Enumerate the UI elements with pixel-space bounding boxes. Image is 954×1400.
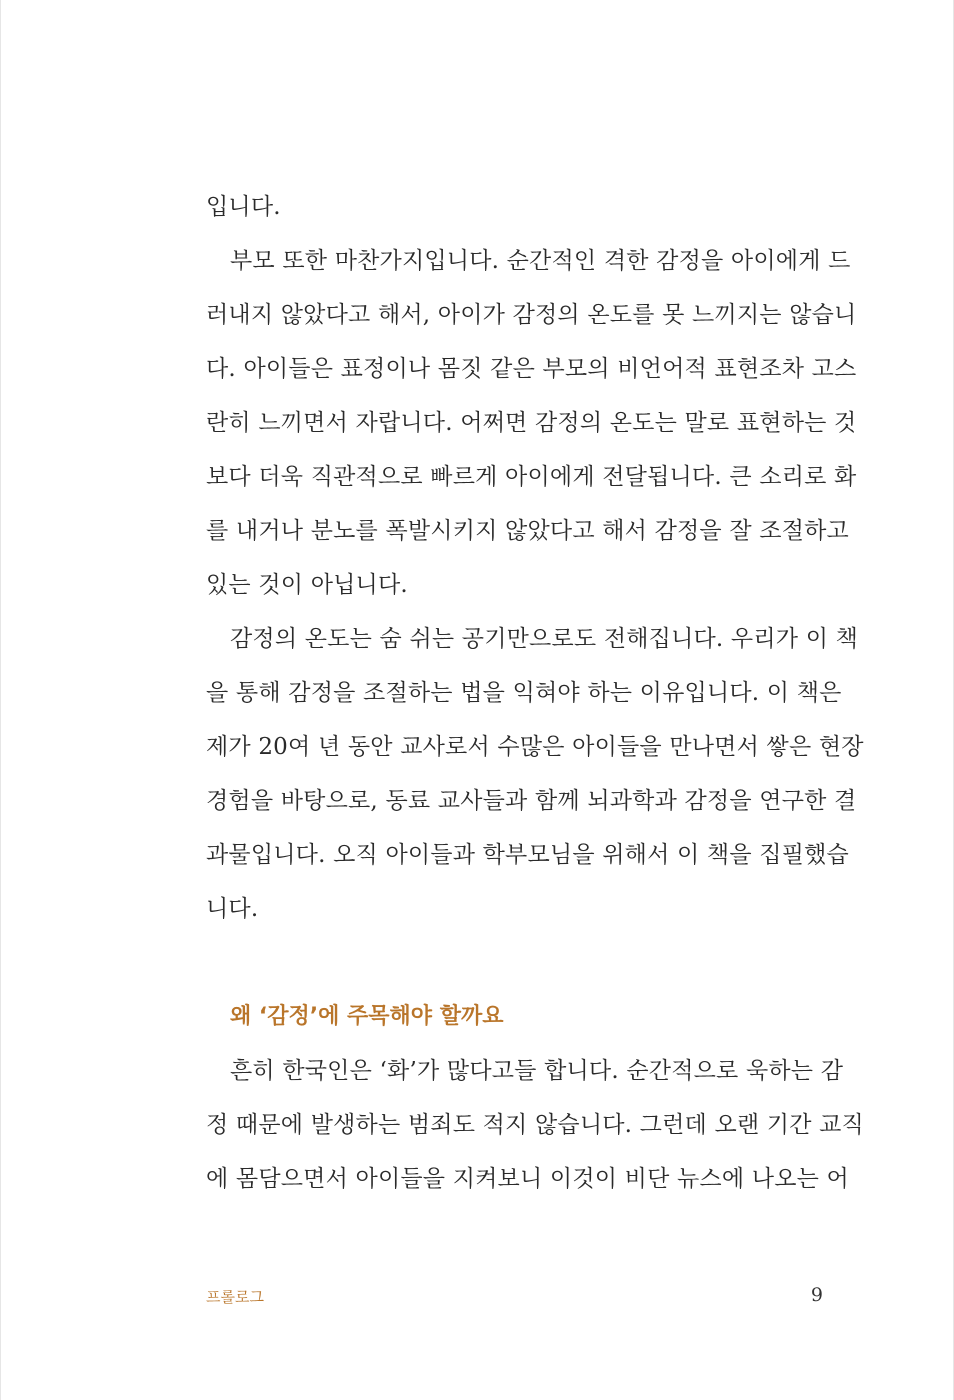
- body-line: 을 통해 감정을 조절하는 법을 익혀야 하는 이유입니다. 이 책은: [206, 680, 842, 706]
- body-line: 감정의 온도는 숨 쉬는 공기만으로도 전해집니다. 우리가 이 책: [230, 626, 859, 652]
- body-line: 니다.: [206, 896, 259, 922]
- page-number: 9: [810, 1284, 823, 1306]
- page-content: [206, 180, 864, 1206]
- body-line: 러내지 않았다고 해서, 아이가 감정의 온도를 못 느끼지는 않습니: [206, 302, 857, 328]
- body-line: 부모 또한 마찬가지입니다. 순간적인 격한 감정을 아이에게 드: [230, 248, 851, 274]
- body-line: 다. 아이들은 표정이나 몸짓 같은 부모의 비언어적 표현조차 고스: [206, 356, 857, 382]
- body-line: 입니다.: [206, 194, 281, 220]
- section-line: 정 때문에 발생하는 범죄도 적지 않습니다. 그런데 오랜 기간 교직: [206, 1112, 864, 1138]
- body-line: 제가 20여 년 동안 교사로서 수많은 아이들을 만나면서 쌓은 현장: [206, 734, 864, 760]
- section-spacer: [206, 936, 826, 990]
- body-line: 란히 느끼면서 자랍니다. 어쩌면 감정의 온도는 말로 표현하는 것: [206, 410, 857, 436]
- body-line: 보다 더욱 직관적으로 빠르게 아이에게 전달됩니다. 큰 소리로 화: [206, 464, 857, 490]
- section-heading: 왜 ‘감정’에 주목해야 할까요: [230, 1004, 504, 1029]
- body-line: 를 내거나 분노를 폭발시키지 않았다고 해서 감정을 잘 조절하고: [206, 518, 849, 544]
- chapter-label: 프롤로그: [206, 1288, 264, 1306]
- section-line: 흔히 한국인은 ‘화’가 많다고들 합니다. 순간적으로 욱하는 감: [230, 1058, 844, 1084]
- body-line: 있는 것이 아닙니다.: [206, 572, 408, 598]
- body-line: 경험을 바탕으로, 동료 교사들과 함께 뇌과학과 감정을 연구한 결: [206, 788, 857, 814]
- section-line: 에 몸담으면서 아이들을 지켜보니 이것이 비단 뉴스에 나오는 어: [206, 1166, 849, 1192]
- body-line: 과물입니다. 오직 아이들과 학부모님을 위해서 이 책을 집필했습: [206, 842, 849, 868]
